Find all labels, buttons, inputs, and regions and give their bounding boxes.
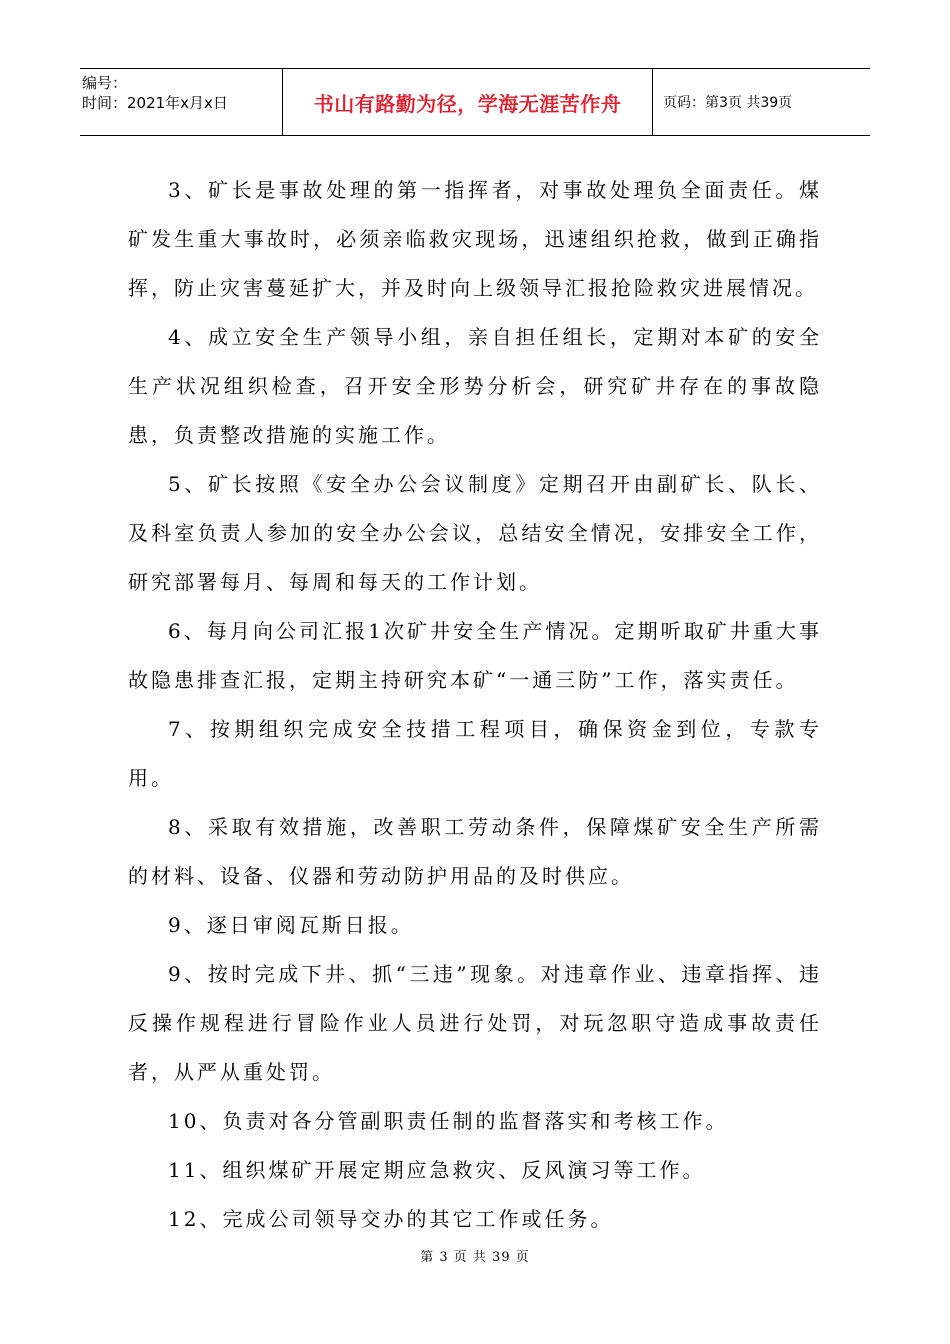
header-meta	[80, 69, 283, 135]
page-header	[80, 68, 870, 136]
paragraph: 11、组织煤矿开展定期应急救灾、反风演习等工作。	[168, 1158, 706, 1182]
document-body	[128, 166, 822, 1244]
paragraph: 6、每月向公司汇报1次矿井安全生产情况。定期听取矿井重大事故隐患排查汇报，定期主持研究本矿“一通三防”工作，落实责任。	[128, 619, 822, 692]
page-footer: 第 3 页 共 39 页	[420, 1250, 530, 1265]
paragraph: 5、矿长按照《安全办公会议制度》定期召开由副矿长、队长、及科室负责人参加的安全办公会议，总结安全情况，安排安全工作，研究部署每月、每周和每天的工作计划。	[128, 472, 822, 594]
document-number-label: 编号：	[82, 74, 128, 92]
paragraph: 9、按时完成下井、抓“三违”现象。对违章作业、违章指挥、违反操作规程进行冒险作业人员进行处罚，对玩忽职守造成事故责任者，从严从重处罚。	[128, 962, 822, 1084]
paragraph: 7、按期组织完成安全技措工程项目，确保资金到位，专款专用。	[128, 717, 822, 790]
paragraph: 3、矿长是事故处理的第一指挥者，对事故处理负全面责任。煤矿发生重大事故时，必须亲临救灾现场，迅速组织抢救，做到正确指挥，防止灾害蔓延扩大，并及时向上级领导汇报抢险救灾进展情况。	[128, 178, 822, 300]
paragraph: 8、采取有效措施，改善职工劳动条件，保障煤矿安全生产所需的材料、设备、仪器和劳动防护用品的及时供应。	[128, 815, 822, 888]
paragraph: 10、负责对各分管副职责任制的监督落实和考核工作。	[168, 1109, 729, 1133]
paragraph: 12、完成公司领导交办的其它工作或任务。	[168, 1207, 614, 1231]
document-date: 时间：2021年x月x日	[82, 94, 228, 112]
header-motto: 书山有路勤为径，学海无涯苦作舟	[283, 69, 653, 135]
paragraph: 4、成立安全生产领导小组，亲自担任组长，定期对本矿的安全生产状况组织检查，召开安全形势分析会，研究矿井存在的事故隐患，负责整改措施的实施工作。	[128, 325, 822, 447]
header-page-info: 页码：第3页 共39页	[663, 95, 793, 111]
paragraph: 9、逐日审阅瓦斯日报。	[168, 913, 414, 937]
